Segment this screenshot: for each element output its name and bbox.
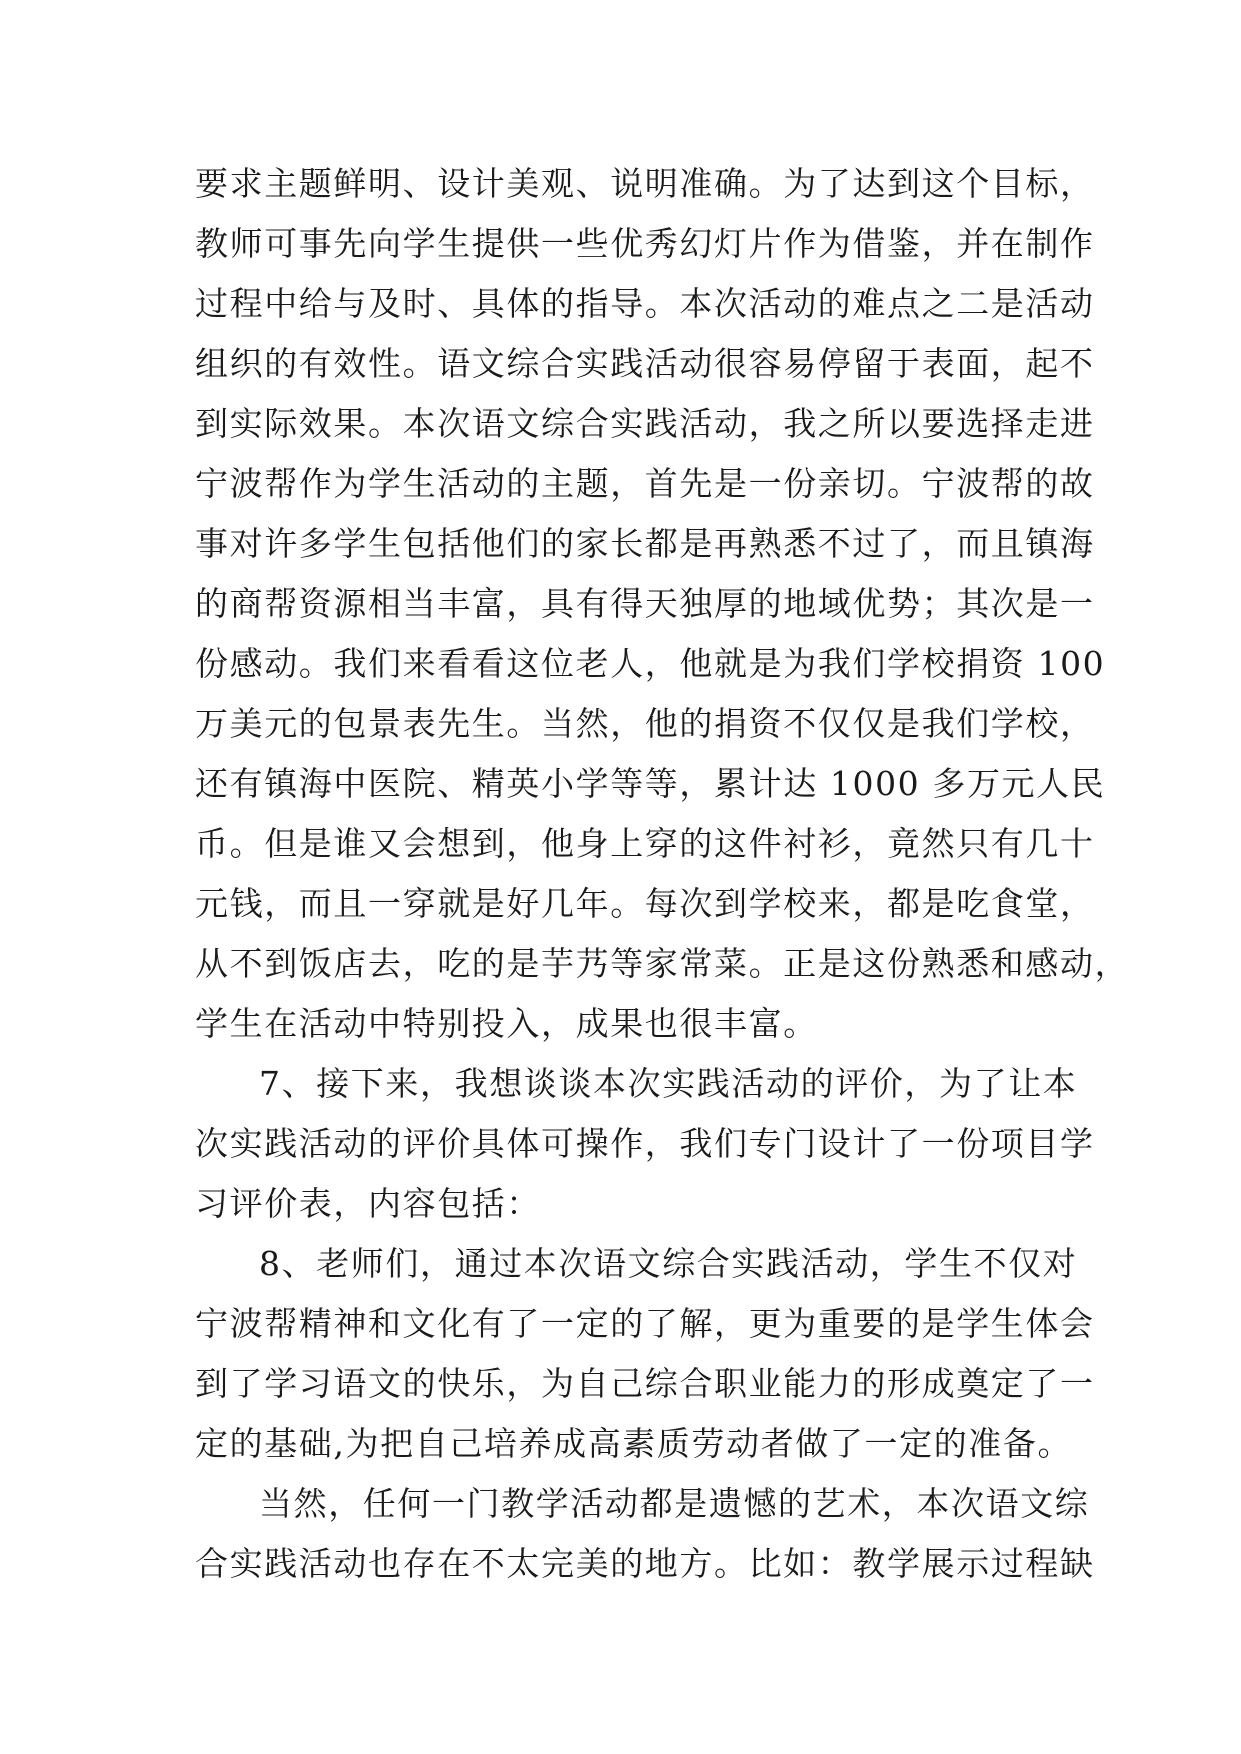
body-text [195,154,1130,1594]
text-line: 过程中给与及时、具体的指导。本次活动的难点之二是活动 [195,284,1095,323]
paragraph-8-start: 8、老师们，通过本次语文综合实践活动，学生不仅对 [259,1244,1078,1283]
paragraph-reflection-start: 当然，任何一门教学活动都是遗憾的艺术，本次语文综 [259,1484,1090,1523]
text-line: 教师可事先向学生提供一些优秀幻灯片作为借鉴，并在制作 [195,224,1095,263]
text-line: 的商帮资源相当丰富，具有得天独厚的地域优势；其次是一 [195,584,1095,623]
paragraph-7-start: 7、接下来，我想谈谈本次实践活动的评价，为了让本 [259,1064,1078,1103]
text-line: 份感动。我们来看看这位老人，他就是为我们学校捐资 100 [195,644,1106,683]
text-line: 学生在活动中特别投入，成果也很丰富。 [195,1004,818,1043]
text-line: 万美元的包景表先生。当然，他的捐资不仅仅是我们学校， [195,704,1095,743]
text-line: 事对许多学生包括他们的家长都是再熟悉不过了，而且镇海 [195,524,1095,563]
text-line: 到实际效果。本次语文综合实践活动，我之所以要选择走进 [195,404,1095,443]
text-line: 习评价表，内容包括： [195,1184,541,1223]
text-line: 到了学习语文的快乐，为自己综合职业能力的形成奠定了一 [195,1364,1095,1403]
text-line: 宁波帮作为学生活动的主题，首先是一份亲切。宁波帮的故 [195,464,1095,503]
text-line: 定的基础,为把自己培养成高素质劳动者做了一定的准备。 [195,1424,1073,1463]
text-line: 还有镇海中医院、精英小学等等，累计达 1000 多万元人民 [195,764,1106,803]
text-line: 合实践活动也存在不太完美的地方。比如：教学展示过程缺 [195,1544,1095,1583]
text-line: 元钱，而且一穿就是好几年。每次到学校来，都是吃食堂， [195,884,1095,923]
text-line: 次实践活动的评价具体可操作，我们专门设计了一份项目学 [195,1124,1095,1163]
text-line: 要求主题鲜明、设计美观、说明准确。为了达到这个目标， [195,164,1095,203]
text-line: 宁波帮精神和文化有了一定的了解，更为重要的是学生体会 [195,1304,1095,1343]
text-line: 从不到饭店去，吃的是芋艿等家常菜。正是这份熟悉和感动， [195,944,1130,983]
text-line: 币。但是谁又会想到，他身上穿的这件衬衫，竟然只有几十 [195,824,1095,863]
text-line: 组织的有效性。语文综合实践活动很容易停留于表面，起不 [195,344,1095,383]
